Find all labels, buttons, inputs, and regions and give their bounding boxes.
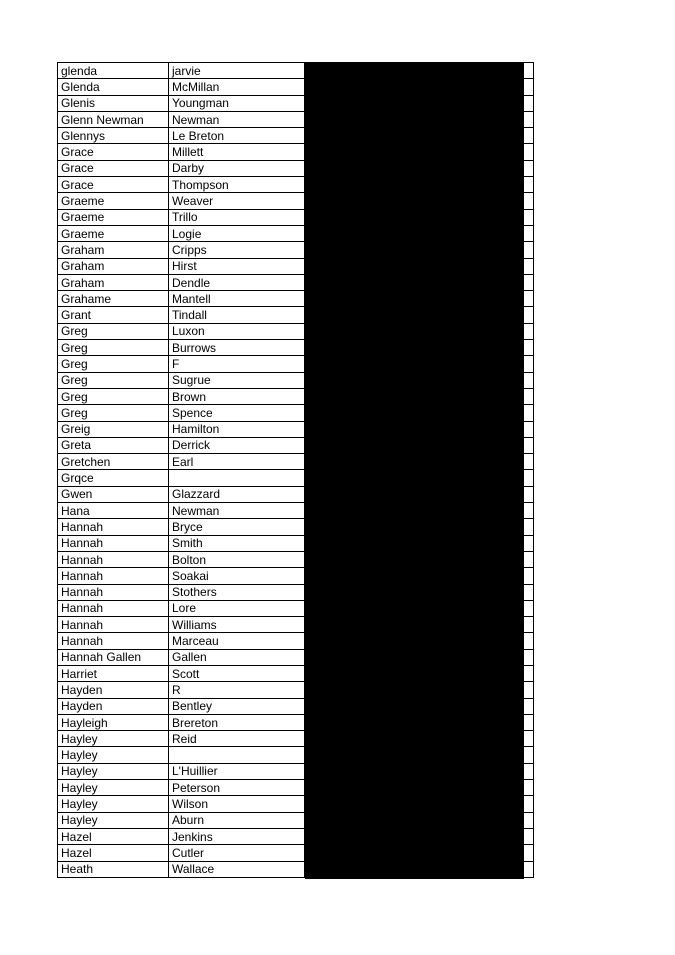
last-name-cell: Mantell <box>169 291 305 307</box>
last-name-cell: Luxon <box>169 323 305 339</box>
last-name-cell: Gallen <box>169 649 305 665</box>
first-name-cell: Hannah <box>58 600 169 616</box>
first-name-cell: Hannah <box>58 551 169 567</box>
first-name-cell: Grace <box>58 144 169 160</box>
last-name-cell: Smith <box>169 535 305 551</box>
last-name-cell: Lore <box>169 600 305 616</box>
first-name-cell: Graham <box>58 242 169 258</box>
first-name-cell: Hayleigh <box>58 714 169 730</box>
last-name-cell: Hamilton <box>169 421 305 437</box>
last-name-cell: Hirst <box>169 258 305 274</box>
last-name-cell: Logie <box>169 225 305 241</box>
last-name-cell: Dendle <box>169 274 305 290</box>
first-name-cell: Heath <box>58 861 169 877</box>
first-name-cell: Greg <box>58 356 169 372</box>
last-name-cell: Trillo <box>169 209 305 225</box>
last-name-cell: Derrick <box>169 437 305 453</box>
last-name-cell: Brereton <box>169 714 305 730</box>
last-name-cell: Marceau <box>169 633 305 649</box>
last-name-cell: Sugrue <box>169 372 305 388</box>
first-name-cell: Harriet <box>58 665 169 681</box>
first-name-cell: Greg <box>58 323 169 339</box>
first-name-cell: Hayley <box>58 812 169 828</box>
last-name-cell: Le Breton <box>169 128 305 144</box>
last-name-cell: Darby <box>169 160 305 176</box>
last-name-cell: Bentley <box>169 698 305 714</box>
first-name-cell: Hannah <box>58 617 169 633</box>
first-name-cell: Grahame <box>58 291 169 307</box>
first-name-cell: Gwen <box>58 486 169 502</box>
first-name-cell: Hana <box>58 503 169 519</box>
last-name-cell: Jenkins <box>169 828 305 844</box>
first-name-cell: Glenda <box>58 79 169 95</box>
first-name-cell: Greg <box>58 372 169 388</box>
last-name-cell: Millett <box>169 144 305 160</box>
first-name-cell: Hannah Gallen <box>58 649 169 665</box>
first-name-cell: Hayley <box>58 796 169 812</box>
first-name-cell: Greig <box>58 421 169 437</box>
last-name-cell: Soakai <box>169 568 305 584</box>
first-name-cell: Greg <box>58 405 169 421</box>
first-name-cell: Hannah <box>58 535 169 551</box>
first-name-cell: Hayley <box>58 731 169 747</box>
last-name-cell: Williams <box>169 617 305 633</box>
first-name-cell: Hannah <box>58 519 169 535</box>
first-name-cell: Graeme <box>58 193 169 209</box>
last-name-cell: Bryce <box>169 519 305 535</box>
last-name-cell: Aburn <box>169 812 305 828</box>
last-name-cell: R <box>169 682 305 698</box>
last-name-cell: F <box>169 356 305 372</box>
first-name-cell: Glenis <box>58 95 169 111</box>
last-name-cell: Burrows <box>169 340 305 356</box>
last-name-cell: Youngman <box>169 95 305 111</box>
last-name-cell: Wilson <box>169 796 305 812</box>
last-name-cell: Cutler <box>169 845 305 861</box>
first-name-cell: Grqce <box>58 470 169 486</box>
last-name-cell <box>169 747 305 763</box>
last-name-cell: Peterson <box>169 780 305 796</box>
last-name-cell: Stothers <box>169 584 305 600</box>
last-name-cell: Wallace <box>169 861 305 877</box>
first-name-cell: Grace <box>58 160 169 176</box>
first-name-cell: Hannah <box>58 584 169 600</box>
first-name-cell: Grace <box>58 177 169 193</box>
last-name-cell <box>169 470 305 486</box>
first-name-cell: Grant <box>58 307 169 323</box>
first-name-cell: Hazel <box>58 828 169 844</box>
first-name-cell: Gretchen <box>58 454 169 470</box>
first-name-cell: Glennys <box>58 128 169 144</box>
first-name-cell: Greg <box>58 340 169 356</box>
last-name-cell: L'Huillier <box>169 763 305 779</box>
last-name-cell: Earl <box>169 454 305 470</box>
last-name-cell: Glazzard <box>169 486 305 502</box>
first-name-cell: Hannah <box>58 568 169 584</box>
last-name-cell: Reid <box>169 731 305 747</box>
last-name-cell: Weaver <box>169 193 305 209</box>
last-name-cell: Scott <box>169 665 305 681</box>
first-name-cell: Graeme <box>58 225 169 241</box>
first-name-cell: Greta <box>58 437 169 453</box>
last-name-cell: Tindall <box>169 307 305 323</box>
last-name-cell: jarvie <box>169 63 305 79</box>
last-name-cell: Newman <box>169 111 305 127</box>
last-name-cell: Thompson <box>169 177 305 193</box>
last-name-cell: McMillan <box>169 79 305 95</box>
first-name-cell: Hayden <box>58 698 169 714</box>
last-name-cell: Spence <box>169 405 305 421</box>
last-name-cell: Cripps <box>169 242 305 258</box>
first-name-cell: Hayley <box>58 780 169 796</box>
last-name-cell: Newman <box>169 503 305 519</box>
first-name-cell: glenda <box>58 63 169 79</box>
first-name-cell: Graeme <box>58 209 169 225</box>
first-name-cell: Graham <box>58 258 169 274</box>
first-name-cell: Graham <box>58 274 169 290</box>
last-name-cell: Bolton <box>169 551 305 567</box>
last-name-cell: Brown <box>169 388 305 404</box>
first-name-cell: Hannah <box>58 633 169 649</box>
first-name-cell: Hazel <box>58 845 169 861</box>
first-name-cell: Glenn Newman <box>58 111 169 127</box>
first-name-cell: Greg <box>58 388 169 404</box>
redaction-block <box>305 63 524 879</box>
first-name-cell: Hayley <box>58 747 169 763</box>
first-name-cell: Hayden <box>58 682 169 698</box>
first-name-cell: Hayley <box>58 763 169 779</box>
